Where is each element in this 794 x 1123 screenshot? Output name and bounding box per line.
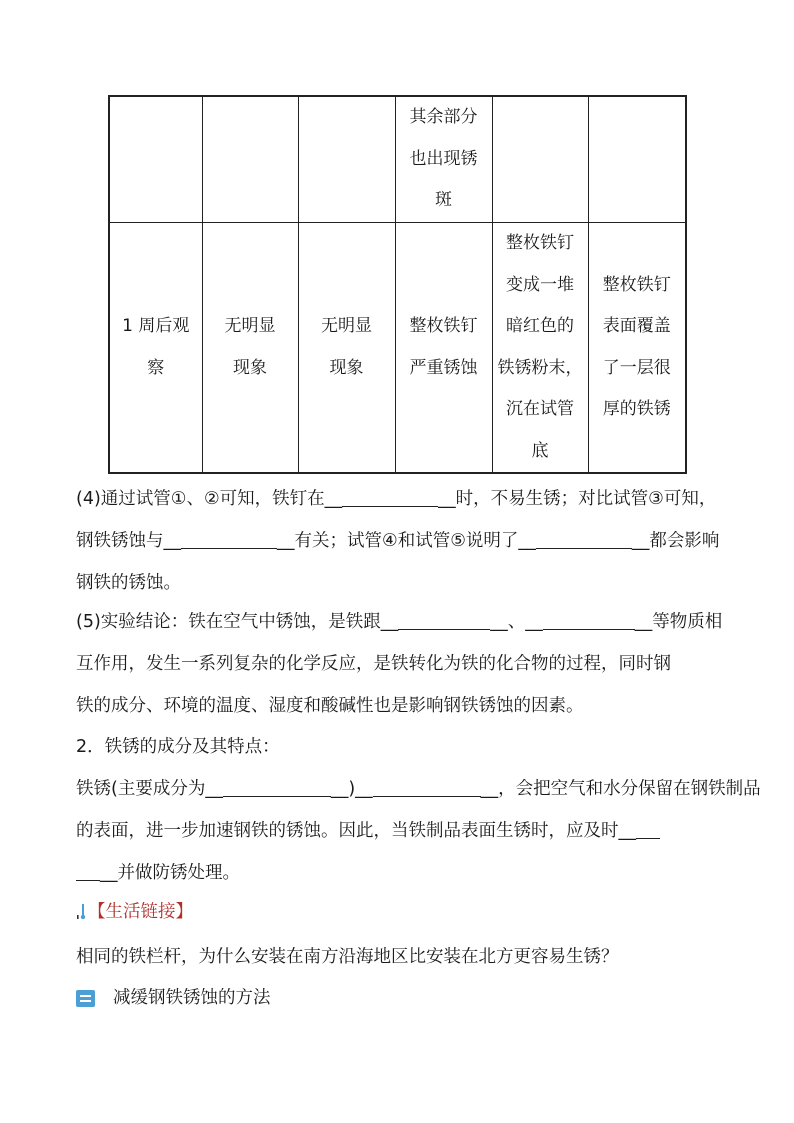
pin-icon xyxy=(76,902,86,920)
question-5 xyxy=(76,601,726,727)
text: __等物质相 xyxy=(634,612,723,632)
answer-blank[interactable] xyxy=(181,530,277,549)
table-row xyxy=(109,223,686,474)
table-row xyxy=(109,96,686,223)
life-link-label: 【生活链接】 xyxy=(88,902,193,922)
text: 互作用，发生一系列复杂的化学反应，是铁转化为铁的化合物的过程，同时钢 xyxy=(76,654,671,674)
text: __都会影响 xyxy=(631,531,720,551)
answer-blank[interactable] xyxy=(536,530,632,549)
table-cell xyxy=(298,96,395,223)
table-cell xyxy=(492,96,588,223)
text: __有关；试管④和试管⑤说明了__ xyxy=(277,531,536,551)
answer-blank[interactable] xyxy=(342,488,438,507)
rust-section xyxy=(76,726,761,894)
answer-blank[interactable] xyxy=(223,778,331,797)
answer-blank[interactable] xyxy=(373,778,481,797)
text: 的表面，进一步加速钢铁的锈蚀。因此，当铁制品表面生锈时，应及时__ xyxy=(76,821,636,841)
text: __并做防锈处理。 xyxy=(100,863,240,883)
table-cell xyxy=(588,96,686,223)
text: __、__ xyxy=(490,612,543,632)
text: (4)通过试管①、②可知，铁钉在__ xyxy=(76,489,343,509)
text: __)__ xyxy=(330,779,373,799)
table-cell: 整枚铁钉 变成一堆 暗红色的 铁锈粉末， 沉在试管 底 xyxy=(492,223,588,474)
text: 钢铁锈蚀与__ xyxy=(76,531,181,551)
table-cell xyxy=(109,96,202,223)
table-cell xyxy=(202,96,298,223)
question-4 xyxy=(76,478,726,604)
section-title: 减缓钢铁锈蚀的方法 xyxy=(113,988,271,1008)
table-cell: 无明显 现象 xyxy=(298,223,395,474)
answer-blank[interactable] xyxy=(398,611,490,630)
list-icon xyxy=(76,990,95,1007)
table-cell: 无明显 现象 xyxy=(202,223,298,474)
life-link-heading xyxy=(76,897,193,927)
answer-blank[interactable] xyxy=(543,611,635,630)
table-cell: 整枚铁钉 严重锈蚀 xyxy=(395,223,492,474)
table-cell: 1 周后观 察 xyxy=(109,223,202,474)
text: __，会把空气和水分保留在钢铁制品 xyxy=(480,779,761,799)
experiment-table xyxy=(108,95,687,474)
text: 钢铁的锈蚀。 xyxy=(76,573,181,593)
life-question: 相同的铁栏杆，为什么安装在南方沿海地区比安装在北方更容易生锈？ xyxy=(76,947,619,967)
answer-blank[interactable] xyxy=(636,820,660,839)
table-cell: 整枚铁钉 表面覆盖 了一层很 厚的铁锈 xyxy=(588,223,686,474)
section-header xyxy=(76,983,271,1013)
table-cell: 其余部分 也出现锈 斑 xyxy=(395,96,492,223)
text: 铁锈(主要成分为__ xyxy=(76,779,223,799)
answer-blank[interactable] xyxy=(76,862,100,881)
text: (5)实验结论：铁在空气中锈蚀，是铁跟__ xyxy=(76,612,399,632)
text: __时，不易生锈；对比试管③可知， xyxy=(438,489,717,509)
text: 铁的成分、环境的温度、湿度和酸碱性也是影响钢铁锈蚀的因素。 xyxy=(76,696,584,716)
section-heading: 2．铁锈的成分及其特点： xyxy=(76,737,280,757)
